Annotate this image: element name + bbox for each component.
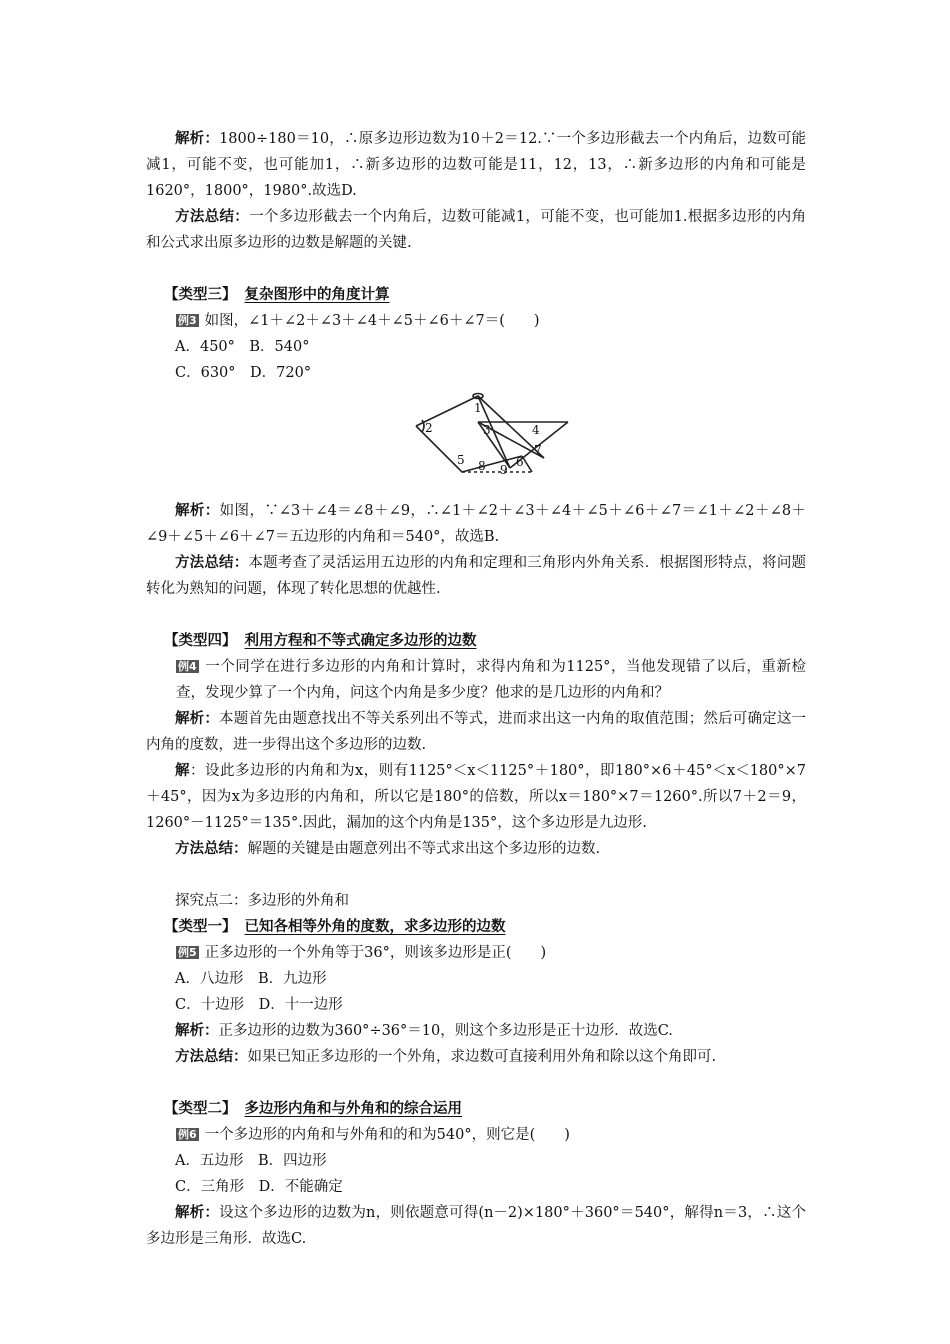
analysis-label: 解析： bbox=[175, 503, 220, 519]
analysis-label: 解析： bbox=[175, 1205, 220, 1221]
figure-label: 4 bbox=[532, 423, 540, 437]
analysis-text: 正多边形的边数为360°÷36°＝10，则这个多边形是正十边形．故选C. bbox=[218, 1023, 673, 1039]
type-title: 利用方程和不等式确定多边形的边数 bbox=[244, 633, 477, 649]
analysis-text: 本题首先由题意找出不等关系列出不等式，进而求出这一内角的取值范围；然后可确定这一内角的度数，进一步得出这个多边形的边数. bbox=[146, 711, 807, 753]
option-line: C．三角形 D．不能确定 bbox=[175, 1179, 343, 1195]
example-badge: 例5 bbox=[178, 946, 197, 959]
summary-paragraph bbox=[146, 1044, 806, 1070]
solution-label: 解 bbox=[175, 763, 190, 779]
document-page bbox=[146, 126, 806, 1252]
figure-label: 8 bbox=[478, 459, 486, 473]
summary-paragraph bbox=[146, 836, 806, 862]
example-badge: 例6 bbox=[178, 1128, 197, 1141]
type-tag: 【类型二】 bbox=[164, 1101, 237, 1117]
analysis-text: 1800÷180＝10，∴原多边形边数为10＋2＝12.∵一个多边形截去一个内角后，边数可能减1，可能不变，也可能加1，∴新多边形的边数可能是11，12，13，∴新多边形的内角和可能是1620°，1800°，1980°.故选D. bbox=[146, 131, 807, 199]
type-title: 多边形内角和与外角和的综合运用 bbox=[244, 1101, 462, 1117]
summary-label: 方法总结： bbox=[175, 841, 248, 857]
example-text: 一个多边形的内角和与外角和的和为540°，则它是( ) bbox=[204, 1127, 570, 1143]
geometry-figure-svg bbox=[412, 392, 572, 492]
summary-text: 如果已知正多边形的一个外角，求边数可直接利用外角和除以这个角即可. bbox=[247, 1049, 717, 1065]
example-5 bbox=[146, 940, 806, 966]
analysis-paragraph bbox=[146, 126, 806, 204]
example-badge: 例4 bbox=[178, 660, 197, 673]
option-line: A．五边形 B．四边形 bbox=[175, 1153, 327, 1169]
summary-paragraph bbox=[146, 204, 806, 256]
analysis-paragraph bbox=[146, 1200, 806, 1252]
option-line: C．630° D．720° bbox=[175, 365, 312, 381]
summary-label: 方法总结： bbox=[175, 555, 249, 571]
solution-text: ：设此多边形的内角和为x，则有1125°＜x＜1125°＋180°，即180°×6＋45°＜x＜180°×7＋45°，因为x为多边形的内角和，所以它是180°的倍数，所以x＝180°×7＝1260°.所以7＋2＝9，1260°－1125°＝135°.因此，漏加的这个内角是135°，这个多边形是九边形. bbox=[146, 763, 807, 831]
summary-text: 解题的关键是由题意列出不等式求出这个多边形的边数. bbox=[247, 841, 601, 857]
analysis-text: 设这个多边形的边数为n，则依题意可得(n－2)×180°＋360°＝540°，解得n＝3，∴这个多边形是三角形．故选C. bbox=[146, 1205, 806, 1247]
analysis-label: 解析： bbox=[175, 1023, 219, 1039]
example-4 bbox=[146, 654, 806, 706]
solution-paragraph bbox=[146, 758, 806, 836]
analysis-label: 解析： bbox=[175, 131, 220, 147]
example-3 bbox=[146, 308, 806, 334]
option-line: C．十边形 D．十一边形 bbox=[175, 997, 343, 1013]
figure-label: 7 bbox=[534, 443, 542, 457]
figure-label: 2 bbox=[425, 421, 433, 435]
summary-label: 方法总结： bbox=[175, 1049, 248, 1065]
section-title: 探究点二：多边形的外角和 bbox=[175, 893, 349, 909]
type-tag: 【类型三】 bbox=[164, 287, 237, 303]
figure-label: 3 bbox=[483, 423, 491, 437]
example-text: 如图，∠1＋∠2＋∠3＋∠4＋∠5＋∠6＋∠7＝( ) bbox=[204, 313, 540, 329]
analysis-text: 如图，∵∠3＋∠4＝∠8＋∠9，∴∠1＋∠2＋∠3＋∠4＋∠5＋∠6＋∠7＝∠1＋∠2＋∠8＋∠9＋∠5＋∠6＋∠7＝五边形的内角和＝540°，故选B. bbox=[146, 503, 807, 545]
example-badge: 例3 bbox=[178, 314, 197, 327]
option-line: A．八边形 B．九边形 bbox=[175, 971, 327, 987]
option-line: A．450° B．540° bbox=[175, 339, 310, 355]
type-tag: 【类型四】 bbox=[164, 633, 237, 649]
analysis-paragraph bbox=[146, 1018, 806, 1044]
type-heading-4 bbox=[146, 628, 806, 654]
summary-paragraph bbox=[146, 550, 806, 602]
summary-label: 方法总结： bbox=[175, 209, 250, 225]
angle-arc bbox=[422, 420, 424, 432]
geometry-figure bbox=[146, 392, 806, 492]
type-heading-ext-1 bbox=[146, 914, 806, 940]
figure-label: 5 bbox=[457, 453, 465, 467]
summary-text: 一个多边形截去一个内角后，边数可能减1，可能不变，也可能加1.根据多边形的内角和公式求出原多边形的边数是解题的关键. bbox=[146, 209, 807, 251]
example-6 bbox=[146, 1122, 806, 1148]
summary-text: 本题考查了灵活运用五边形的内角和定理和三角形内外角关系．根据图形特点，将问题转化为熟知的问题，体现了转化思想的优越性. bbox=[146, 555, 807, 597]
type-heading-3 bbox=[146, 282, 806, 308]
example-text: 正多边形的一个外角等于36°，则该多边形是正( ) bbox=[204, 945, 547, 961]
analysis-paragraph bbox=[146, 706, 806, 758]
analysis-label: 解析： bbox=[175, 711, 220, 727]
type-title: 已知各相等外角的度数，求多边形的边数 bbox=[244, 919, 506, 935]
example-text: 一个同学在进行多边形的内角和计算时，求得内角和为1125°，当他发现错了以后，重新检查，发现少算了一个内角，问这个内角是多少度？他求的是几边形的内角和？ bbox=[176, 659, 806, 701]
type-heading-ext-2 bbox=[146, 1096, 806, 1122]
figure-label: 6 bbox=[516, 455, 524, 469]
analysis-paragraph bbox=[146, 498, 806, 550]
type-tag: 【类型一】 bbox=[164, 919, 237, 935]
figure-label: 9 bbox=[500, 463, 508, 477]
figure-label: 1 bbox=[474, 401, 482, 415]
type-title: 复杂图形中的角度计算 bbox=[244, 287, 390, 303]
